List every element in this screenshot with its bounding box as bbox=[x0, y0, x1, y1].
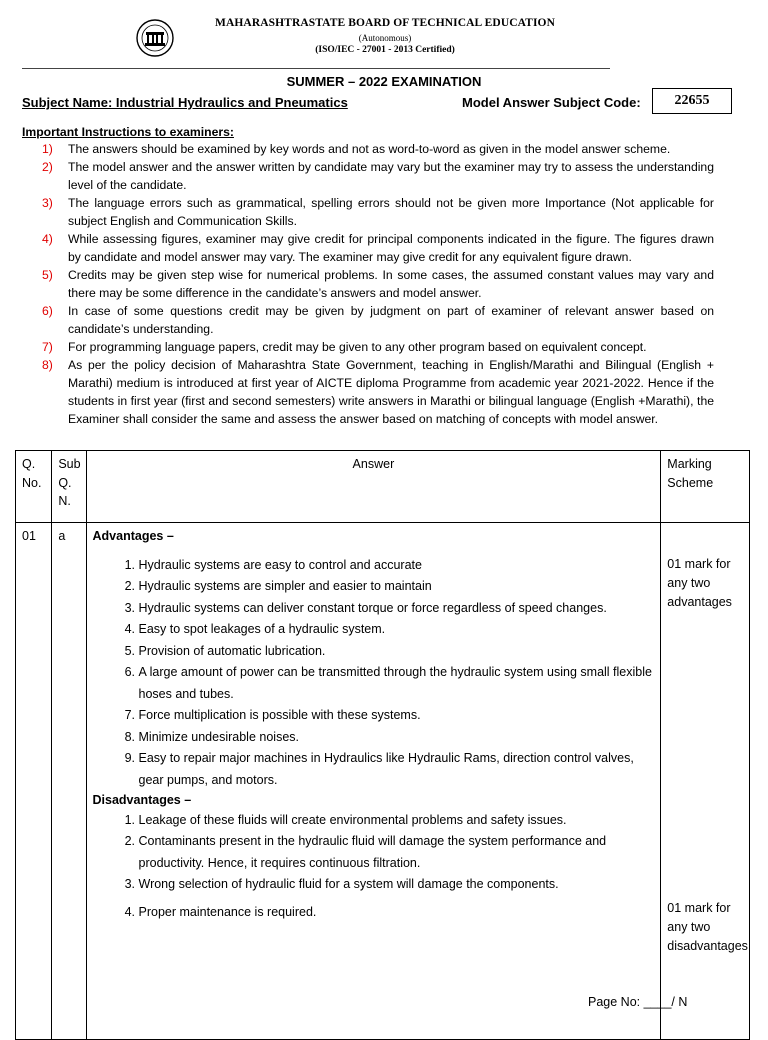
instruction-item bbox=[22, 302, 714, 338]
instruction-number: 2) bbox=[42, 160, 53, 174]
header-marking-scheme: Marking Scheme bbox=[661, 451, 750, 523]
autonomous-label: (Autonomous) bbox=[358, 33, 412, 43]
instruction-number: 7) bbox=[42, 340, 53, 354]
instruction-text: In case of some questions credit may be given by judgment on part of examiner of relevant answer based on candidate’s understanding. bbox=[68, 304, 714, 336]
instruction-number: 5) bbox=[42, 268, 53, 282]
page-number: Page No: ____/ N bbox=[588, 995, 688, 1009]
instruction-number: 3) bbox=[42, 196, 53, 210]
advantages-title: Advantages – bbox=[92, 529, 174, 543]
instruction-text: Credits may be given step wise for numerical problems. In some cases, the assumed constant values may vary and there may be some difference in the candidate’s answers and model answer. bbox=[68, 268, 714, 300]
list-item: 9. Easy to repair major machines in Hydraulics like Hydraulic Rams, direction control valves, gear pumps, and motors. bbox=[139, 748, 655, 791]
header-q-no: Q. No. bbox=[16, 451, 52, 523]
subject-name: Subject Name: Industrial Hydraulics and Pneumatics bbox=[22, 95, 348, 110]
board-seal-icon bbox=[133, 18, 177, 58]
instruction-text: The language errors such as grammatical, spelling errors should not be given more Importance (Not applicable for subject English and Communication Skills. bbox=[68, 196, 714, 228]
cell-sub-q: a bbox=[52, 523, 86, 1040]
list-item: 1. Leakage of these fluids will create environmental problems and safety issues. bbox=[139, 810, 655, 832]
cell-q-no: 01 bbox=[16, 523, 52, 1040]
organization-name: MAHARASHTRASTATE BOARD OF TECHNICAL EDUCATION bbox=[215, 17, 555, 29]
header-sub-q: Sub Q. N. bbox=[52, 451, 86, 523]
list-item: 1. Hydraulic systems are easy to control and accurate bbox=[139, 555, 655, 577]
instruction-item bbox=[22, 230, 714, 266]
instruction-text: The model answer and the answer written by candidate may vary but the examiner may try to assess the understanding level of the candidate. bbox=[68, 160, 714, 192]
mark-advantages: 01 mark for any two advantages bbox=[667, 557, 732, 609]
cell-marking-scheme bbox=[661, 523, 750, 1040]
list-item: 2. Hydraulic systems are simpler and easier to maintain bbox=[139, 576, 655, 598]
instructions-list bbox=[22, 140, 714, 428]
table-row bbox=[16, 523, 750, 1040]
list-item: 4. Proper maintenance is required. bbox=[139, 902, 655, 924]
subject-code-box: 22655 bbox=[652, 88, 732, 114]
instruction-item bbox=[22, 140, 714, 158]
list-item: 5. Provision of automatic lubrication. bbox=[139, 641, 655, 663]
instruction-number: 1) bbox=[42, 142, 53, 156]
instruction-number: 8) bbox=[42, 358, 53, 372]
instruction-text: While assessing figures, examiner may give credit for principal components indicated in the figure. The figures drawn by candidate and model answer may vary. The examiner may give credit for any equivalent figure drawn. bbox=[68, 232, 714, 264]
list-item: 3. Hydraulic systems can deliver constant torque or force regardless of speed changes. bbox=[139, 598, 655, 620]
table-header-row bbox=[16, 451, 750, 523]
instruction-text: As per the policy decision of Maharashtra State Government, teaching in English/Marathi and Bilingual (English + Marathi) medium is introduced at first year of AICTE diploma Programme from academic year 2021-2022. Hence if the students in first year (first and second semesters) write answers in Marathi or bilingual language (English +Marathi), the Examiner shall consider the same and assess the answer based on matching of concepts with model answer. bbox=[68, 358, 714, 426]
instruction-item bbox=[22, 194, 714, 230]
instruction-item bbox=[22, 356, 714, 428]
instruction-text: The answers should be examined by key words and not as word-to-word as given in the model answer scheme. bbox=[68, 142, 671, 156]
cell-answer bbox=[86, 523, 661, 1040]
certification-label: (ISO/IEC - 27001 - 2013 Certified) bbox=[315, 45, 455, 55]
instruction-text: For programming language papers, credit may be given to any other program based on equivalent concept. bbox=[68, 340, 647, 354]
disadvantages-list bbox=[93, 810, 655, 924]
answer-table bbox=[15, 450, 750, 1040]
header-divider bbox=[22, 68, 610, 69]
instruction-item bbox=[22, 338, 714, 356]
list-item: 7. Force multiplication is possible with these systems. bbox=[139, 705, 655, 727]
header-answer: Answer bbox=[86, 451, 661, 523]
list-item: 6. A large amount of power can be transmitted through the hydraulic system using small flexible hoses and tubes. bbox=[139, 662, 655, 705]
subject-code-label: Model Answer Subject Code: bbox=[462, 95, 641, 110]
instruction-item bbox=[22, 158, 714, 194]
list-item: 8. Minimize undesirable noises. bbox=[139, 727, 655, 749]
instruction-number: 4) bbox=[42, 232, 53, 246]
instructions-title: Important Instructions to examiners: bbox=[22, 125, 234, 139]
advantages-list bbox=[93, 555, 655, 792]
instruction-number: 6) bbox=[42, 304, 53, 318]
mark-disadvantages: 01 mark for any two disadvantages bbox=[667, 901, 748, 953]
list-item: 2. Contaminants present in the hydraulic fluid will damage the system performance and productivity. Hence, it requires continuous filtration. bbox=[139, 831, 655, 874]
exam-title: SUMMER – 2022 EXAMINATION bbox=[286, 74, 482, 89]
instruction-item bbox=[22, 266, 714, 302]
list-item: 4. Easy to spot leakages of a hydraulic system. bbox=[139, 619, 655, 641]
disadvantages-title: Disadvantages – bbox=[92, 793, 192, 807]
list-item: 3. Wrong selection of hydraulic fluid for a system will damage the components. bbox=[139, 874, 655, 896]
